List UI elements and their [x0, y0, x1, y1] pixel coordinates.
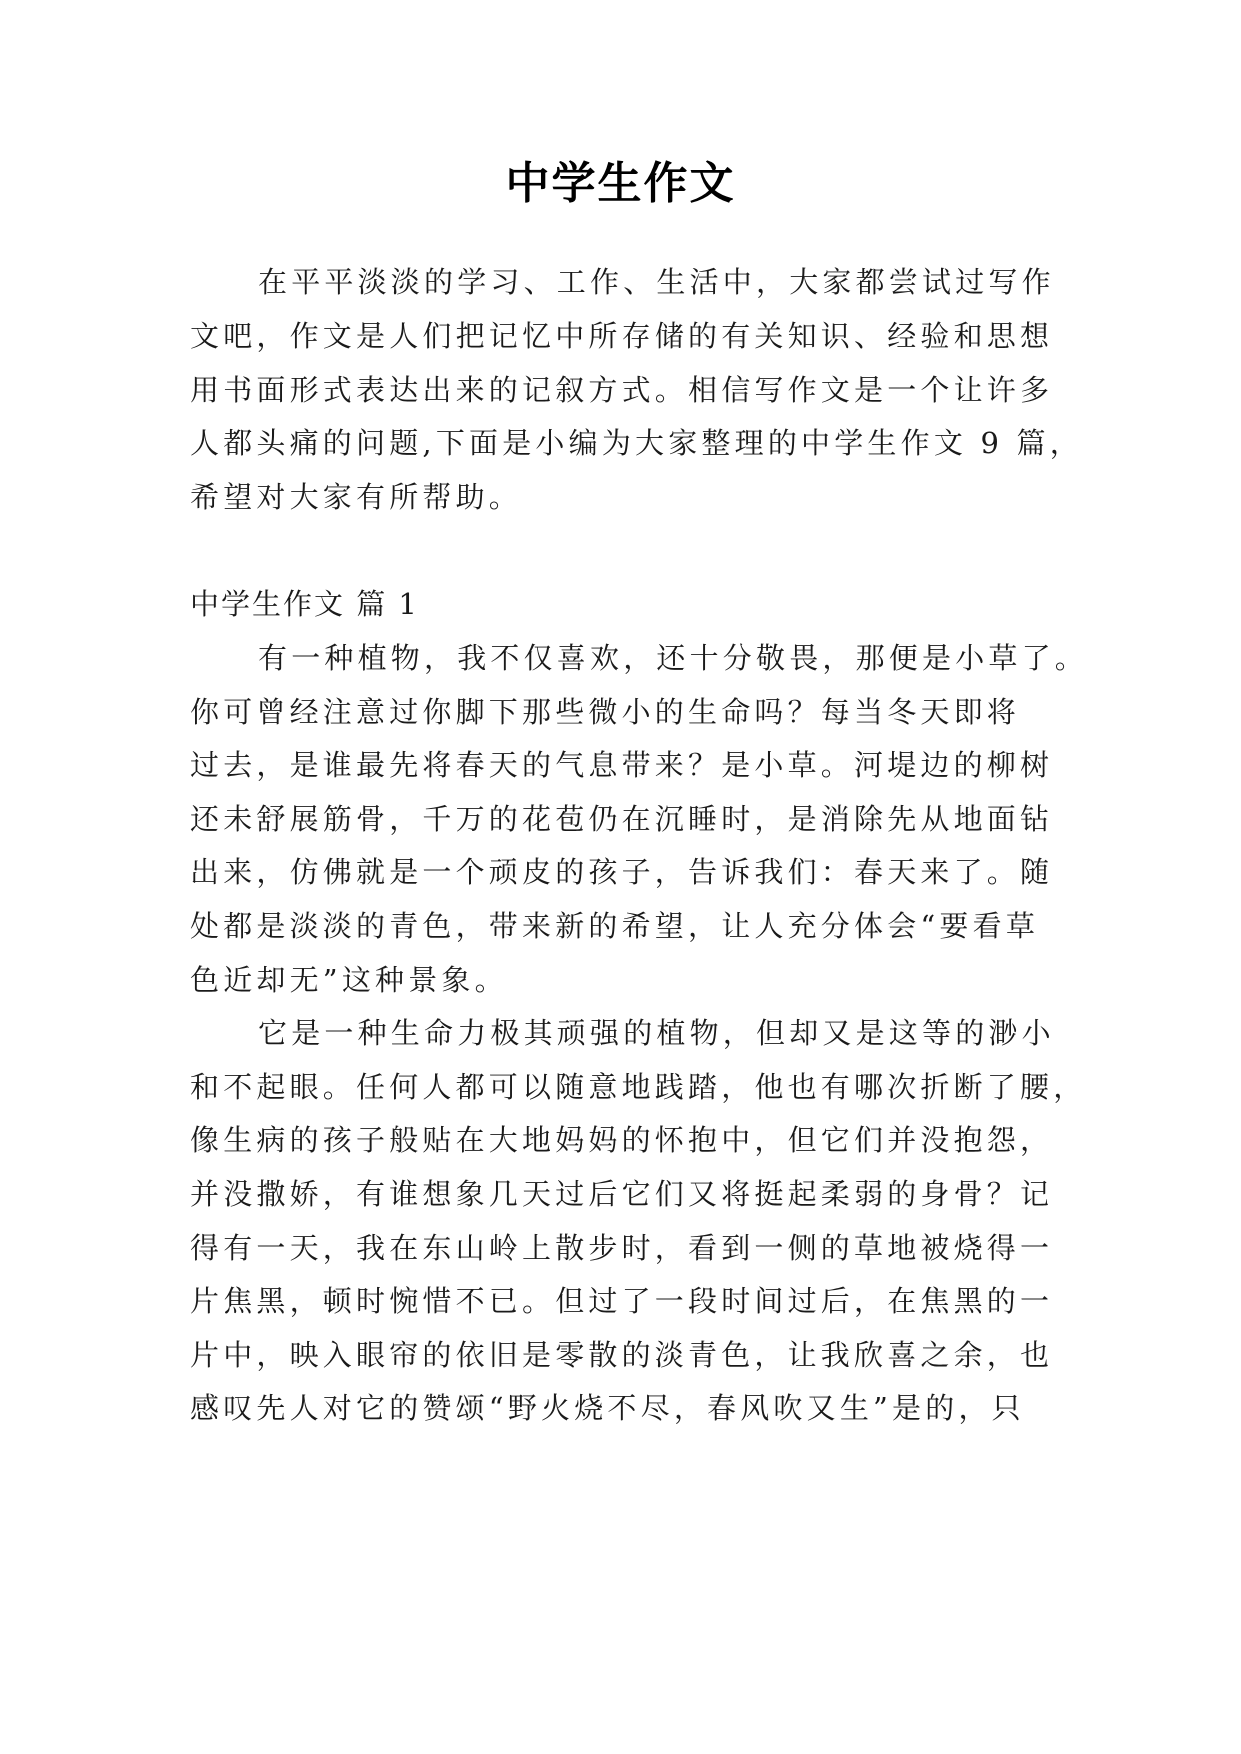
paragraph-line: 像生病的孩子般贴在大地妈妈的怀抱中，但它们并没抱怨， [190, 1123, 1054, 1157]
paragraph-line: 出来，仿佛就是一个顽皮的孩子，告诉我们：春天来了。随 [190, 855, 1054, 889]
intro-line: 文吧，作文是人们把记忆中所存储的有关知识、经验和思想 [190, 319, 1054, 353]
intro-line: 用书面形式表达出来的记叙方式。相信写作文是一个让许多 [190, 373, 1054, 407]
paragraph-line: 处都是淡淡的青色，带来新的希望，让人充分体会“要看草 [190, 909, 1040, 943]
document-title: 中学生作文 [505, 158, 736, 209]
paragraph-line: 感叹先人对它的赞颂“野火烧不尽，春风吹又生”是的，只 [190, 1391, 1025, 1425]
intro-line: 人都头痛的问题,下面是小编为大家整理的中学生作文 9 篇， [190, 426, 1083, 460]
section-heading: 中学生作文 篇 1 [190, 587, 419, 621]
paragraph-line: 和不起眼。任何人都可以随意地践踏，他也有哪次折断了腰， [190, 1070, 1087, 1104]
intro-line: 希望对大家有所帮助。 [190, 480, 523, 514]
paragraph-line: 色近却无”这种景象。 [190, 963, 508, 997]
paragraph-line: 并没撒娇，有谁想象几天过后它们又将挺起柔弱的身骨？记 [190, 1177, 1054, 1211]
paragraph-line: 得有一天，我在东山岭上散步时，看到一侧的草地被烧得一 [190, 1231, 1054, 1265]
paragraph-line: 片中，映入眼帘的依旧是零散的淡青色，让我欣喜之余，也 [190, 1338, 1054, 1372]
paragraph-line: 它是一种生命力极其顽强的植物，但却又是这等的渺小 [258, 1016, 1055, 1050]
intro-line: 在平平淡淡的学习、工作、生活中，大家都尝试过写作 [258, 265, 1055, 299]
paragraph-line: 片焦黑，顿时惋惜不已。但过了一段时间过后，在焦黑的一 [190, 1284, 1054, 1318]
paragraph-line: 有一种植物，我不仅喜欢，还十分敬畏，那便是小草了。 [258, 641, 1089, 675]
paragraph-line: 过去，是谁最先将春天的气息带来？是小草。河堤边的柳树 [190, 748, 1054, 782]
paragraph-line: 你可曾经注意过你脚下那些微小的生命吗？每当冬天即将 [190, 695, 1021, 729]
paragraph-line: 还未舒展筋骨，千万的花苞仍在沉睡时，是消除先从地面钻 [190, 802, 1054, 836]
